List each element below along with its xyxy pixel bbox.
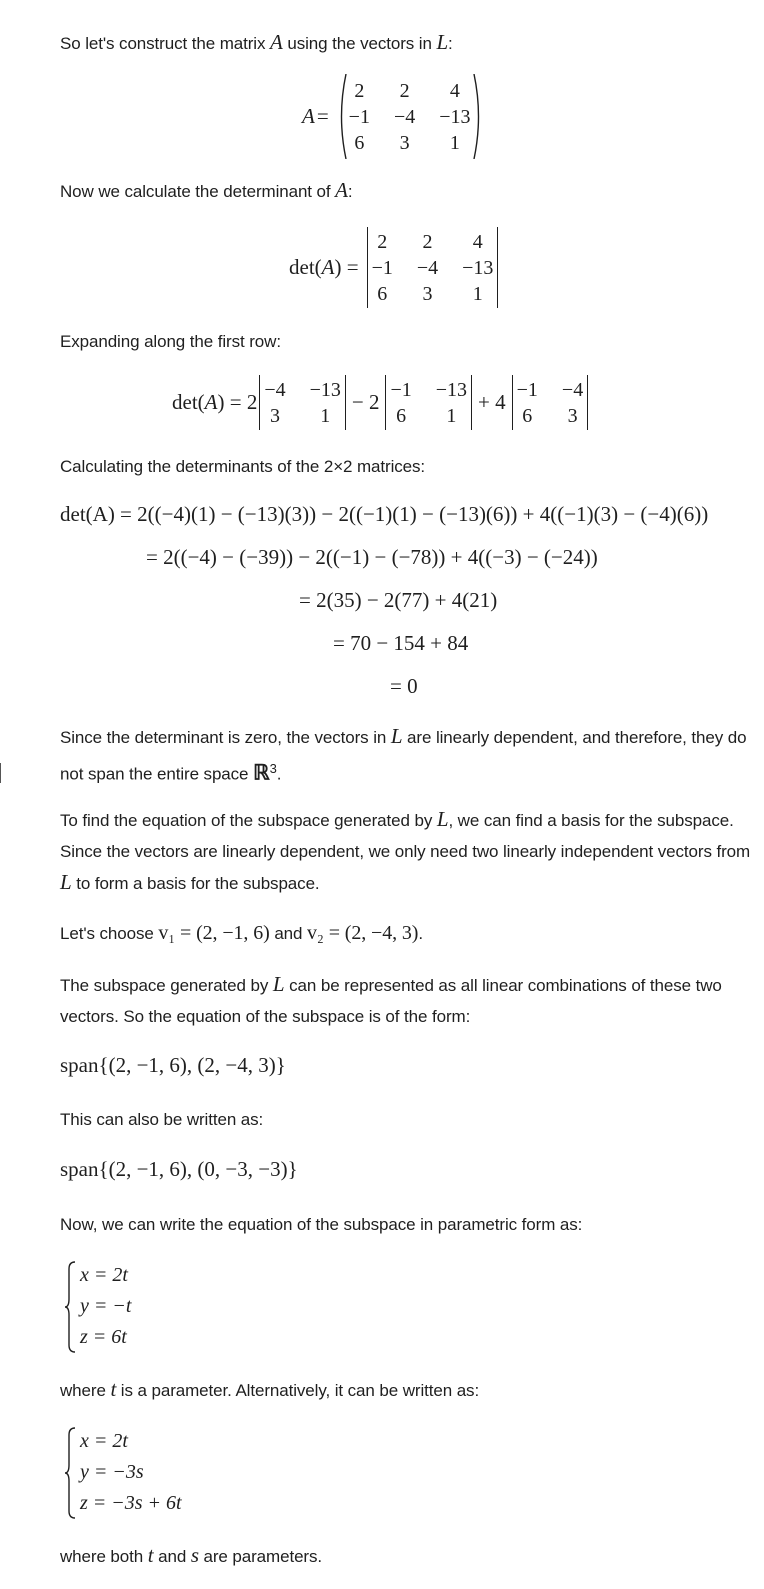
- system-equation: y = −3s: [80, 1461, 144, 1483]
- matrix-cell: −4: [416, 257, 439, 279]
- system-equation: z = −3s + 6t: [80, 1492, 182, 1514]
- paragraph-find-equation: To find the equation of the subspace generated by L, we can find a basis for the subspace. Since the vectors are linearly dependent, we only need two linearly independent vectors from L to form a basis for the subspace.: [60, 807, 751, 894]
- matrix-cell: 2: [422, 231, 433, 253]
- matrix-cell: 4: [472, 231, 483, 253]
- minor-3: [512, 375, 589, 430]
- matrix-cell: −4: [264, 379, 286, 401]
- matrix-cell: −13: [309, 379, 341, 401]
- matrix-cell: 3: [567, 405, 578, 427]
- matrix-cell: −13: [462, 257, 494, 279]
- matrix-cell: 6: [396, 405, 407, 427]
- system-equation: y = −t: [80, 1295, 132, 1317]
- matrix-cell: 2: [377, 231, 388, 253]
- matrix-cell: −1: [390, 379, 412, 401]
- matrix-cell: 1: [449, 132, 460, 154]
- matrix-cell: 3: [399, 132, 410, 154]
- matrix-cell: 1: [472, 283, 483, 305]
- calc-line-2: = 2((−4) − (−39)) − 2((−1) − (−78)) + 4((−3) − (−24)): [146, 545, 598, 569]
- matrix-cell: 3: [269, 405, 280, 427]
- matrix-cell: 6: [522, 405, 533, 427]
- calc-line-4: = 70 − 154 + 84: [333, 631, 469, 655]
- matrix-cell: 6: [377, 283, 388, 305]
- left-brace-icon: [64, 1261, 76, 1353]
- minor-2: [385, 375, 472, 430]
- matrix-cell: −4: [561, 379, 584, 401]
- span-expression-2: span{(2, −1, 6), (0, −3, −3)}: [60, 1157, 298, 1181]
- paragraph-subspace-form: The subspace generated by L can be represented as all linear combinations of these two vectors. So the equation of the subspace is of the form:: [60, 972, 722, 1026]
- matrix-cell: 4: [449, 80, 460, 102]
- det-a-matrix: [367, 227, 499, 308]
- paragraph-parametric: Now, we can write the equation of the subspace in parametric form as:: [60, 1215, 583, 1234]
- expansion-equation: det(A) = 2 −4 −13 3 1 − 2 −1 −13 6 1 + 4 −1 −4 6 3: [172, 375, 588, 430]
- calc-line-1: det(A) = 2((−4)(1) − (−13)(3)) − 2((−1)(1) − (−13)(6)) + 4((−1)(3) − (−4)(6)): [60, 502, 709, 526]
- paragraph-where-both: where both t and s are parameters.: [60, 1543, 323, 1567]
- left-brace-icon: [64, 1427, 76, 1519]
- paragraph-expanding: Expanding along the first row:: [60, 332, 281, 351]
- det-a-equation: det(A) = 2 2 4 −1 −4 −13 6 3 1: [289, 227, 498, 308]
- matrix-cell: −13: [435, 379, 468, 401]
- matrix-cell: −1: [516, 379, 538, 401]
- matrix-cell: 2: [354, 80, 365, 102]
- system-equation: x = 2t: [80, 1430, 128, 1452]
- calc-line-3: = 2(35) − 2(77) + 4(21): [299, 588, 498, 612]
- parametric-system-1: [64, 1260, 131, 1353]
- paragraph-since-zero: Since the determinant is zero, the vectors in L are linearly dependent, and therefore, they do not span the entire space ℝ$^3$.: [60, 724, 747, 785]
- matrix-cell: 1: [320, 405, 331, 427]
- matrix-cell: 6: [354, 132, 365, 154]
- system-equation: x = 2t: [80, 1264, 128, 1286]
- paragraph-also-written: This can also be written as:: [60, 1110, 264, 1129]
- matrix-cell: −4: [393, 106, 416, 128]
- matrix-cell: −13: [439, 106, 471, 128]
- matrix-cell: 1: [446, 405, 457, 427]
- paragraph-calculating: Calculating the determinants of the 2×2 matrices:: [60, 457, 426, 476]
- matrix-a: [337, 78, 483, 155]
- paragraph-calc-determinant: Now we calculate the determinant of A:: [60, 178, 353, 202]
- paragraph-choose-vectors: Let's choose v₁ = (2, −1, 6) and v₂ = (2, −4, 3).: [60, 922, 423, 944]
- parametric-system-2: [64, 1426, 182, 1519]
- matrix-cell: −1: [348, 106, 370, 128]
- paragraph-where-t: where t is a parameter. Alternatively, it can be written as:: [60, 1377, 480, 1401]
- matrix-cell: 2: [399, 80, 410, 102]
- matrix-cell: −1: [371, 257, 393, 279]
- text-cursor: [0, 763, 1, 783]
- system-equation: z = 6t: [80, 1326, 127, 1348]
- calc-line-5: = 0: [390, 674, 418, 698]
- span-expression-1: span{(2, −1, 6), (2, −4, 3)}: [60, 1053, 286, 1077]
- paragraph-construct-matrix: So let's construct the matrix A using the vectors in L:: [60, 30, 453, 54]
- matrix-a-equation: A = 2 2 4 −1 −4 −13 6 3 1: [302, 78, 483, 155]
- matrix-cell: 3: [422, 283, 433, 305]
- minor-1: [259, 375, 346, 430]
